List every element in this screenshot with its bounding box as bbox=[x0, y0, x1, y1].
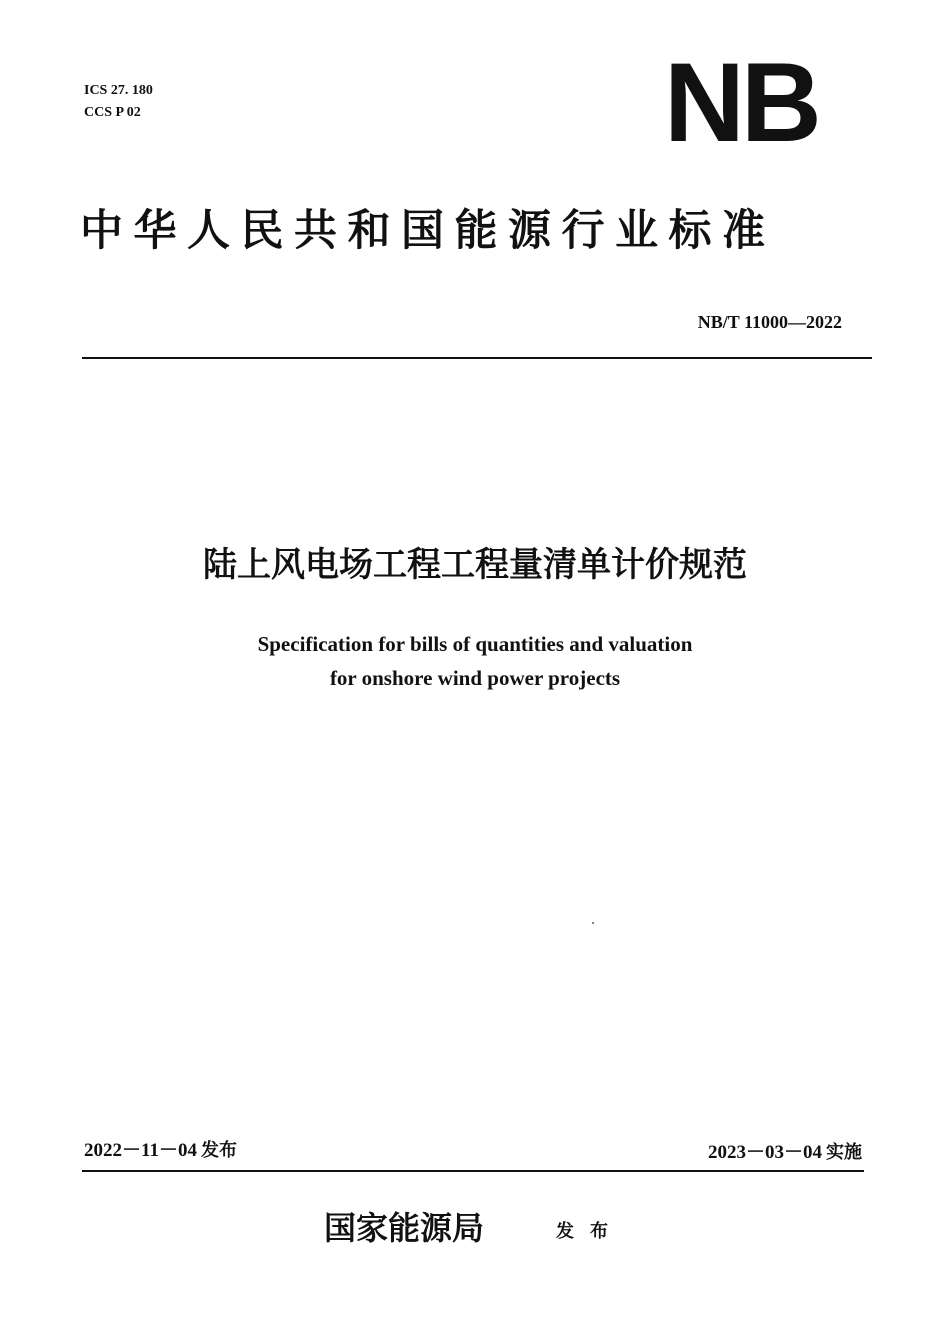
publisher-action: 发布 bbox=[556, 1221, 624, 1242]
implementation-label: 实施 bbox=[826, 1142, 862, 1163]
ccs-code: CCS P 02 bbox=[84, 105, 141, 120]
issue-date-line bbox=[84, 1138, 237, 1164]
print-speck bbox=[592, 922, 594, 924]
issue-label: 发布 bbox=[200, 1140, 237, 1161]
top-divider bbox=[82, 357, 872, 359]
nb-logo: NB bbox=[664, 40, 818, 165]
implementation-date-line bbox=[708, 1140, 862, 1166]
english-title-line-2: for onshore wind power projects bbox=[329, 666, 621, 690]
chinese-title: 陆上风电场工程工程量清单计价规范 bbox=[203, 545, 747, 585]
publisher-name: 国家能源局 bbox=[324, 1209, 485, 1247]
bottom-divider bbox=[82, 1170, 864, 1172]
classification-codes bbox=[84, 80, 153, 124]
english-title-line-1: Specification for bills of quantities and valuation bbox=[257, 632, 693, 656]
org-title: 中华人民共和国能源行业标准 bbox=[80, 206, 776, 256]
english-title bbox=[0, 627, 950, 695]
standard-number: NB/T 11000—2022 bbox=[697, 312, 842, 332]
issue-date: 2022－11－04 bbox=[84, 1140, 197, 1161]
ics-code: ICS 27. 180 bbox=[84, 83, 153, 98]
implementation-date: 2023－03－04 bbox=[707, 1142, 822, 1163]
